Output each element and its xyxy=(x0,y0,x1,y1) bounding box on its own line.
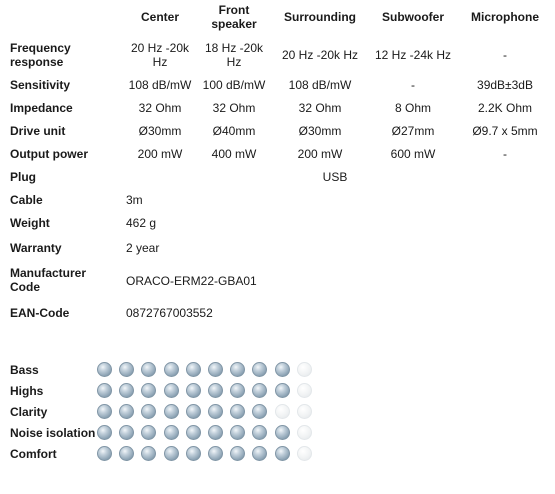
rating-dot-noise-isolation-3 xyxy=(141,425,156,440)
cell-sensitivity-front: 100 dB/mW xyxy=(202,78,266,92)
col-header-microphone: Microphone xyxy=(471,10,539,24)
rating-dot-highs-10 xyxy=(297,383,312,398)
cell-sensitivity-center: 108 dB/mW xyxy=(128,78,192,92)
col-header-center: Center xyxy=(140,10,179,24)
cell-impedance-subwoofer: 8 Ohm xyxy=(394,101,431,115)
cell-drive-surrounding: Ø30mm xyxy=(298,124,342,138)
cell-sensitivity-microphone: 39dB±3dB xyxy=(477,78,533,92)
row-label-manufacturer-code: Manufacturer Code xyxy=(10,266,87,294)
rating-dot-highs-5 xyxy=(186,383,201,398)
rating-dot-bass-2 xyxy=(119,362,134,377)
cell-drive-center: Ø30mm xyxy=(138,124,182,138)
rating-dot-highs-1 xyxy=(97,383,112,398)
rating-dot-bass-10 xyxy=(297,362,312,377)
row-label-plug: Plug xyxy=(10,170,36,184)
rating-dot-highs-4 xyxy=(164,383,179,398)
cell-weight-value: 462 g xyxy=(126,216,157,230)
rating-dot-bass-3 xyxy=(141,362,156,377)
cell-output-center: 200 mW xyxy=(137,147,183,161)
cell-sensitivity-surrounding: 108 dB/mW xyxy=(288,78,352,92)
cell-impedance-front: 32 Ohm xyxy=(212,101,256,115)
rating-dot-highs-9 xyxy=(275,383,290,398)
cell-frequency-microphone: - xyxy=(503,48,507,62)
rating-dot-clarity-6 xyxy=(208,404,223,419)
rating-dot-bass-1 xyxy=(97,362,112,377)
cell-impedance-surrounding: 32 Ohm xyxy=(298,101,342,115)
rating-dot-comfort-3 xyxy=(141,446,156,461)
cell-impedance-center: 32 Ohm xyxy=(138,101,182,115)
rating-dot-bass-8 xyxy=(252,362,267,377)
rating-dot-clarity-5 xyxy=(186,404,201,419)
row-label-output-power: Output power xyxy=(10,147,88,161)
rating-dot-noise-isolation-1 xyxy=(97,425,112,440)
rating-dot-highs-7 xyxy=(230,383,245,398)
rating-dot-clarity-7 xyxy=(230,404,245,419)
cell-frequency-surrounding: 20 Hz -20k Hz xyxy=(281,48,359,62)
rating-label-comfort: Comfort xyxy=(10,447,57,461)
cell-manufacturer-code-value: ORACO-ERM22-GBA01 xyxy=(126,274,257,288)
row-label-impedance: Impedance xyxy=(10,101,73,115)
col-header-front-speaker: Front speaker xyxy=(211,3,257,31)
rating-dot-noise-isolation-4 xyxy=(164,425,179,440)
rating-dot-comfort-4 xyxy=(164,446,179,461)
rating-dot-clarity-8 xyxy=(252,404,267,419)
rating-dot-highs-3 xyxy=(141,383,156,398)
row-label-warranty: Warranty xyxy=(10,241,62,255)
rating-dot-comfort-7 xyxy=(230,446,245,461)
rating-dot-clarity-1 xyxy=(97,404,112,419)
cell-drive-front: Ø40mm xyxy=(212,124,256,138)
rating-dot-clarity-3 xyxy=(141,404,156,419)
cell-output-microphone: - xyxy=(503,147,507,161)
rating-dot-comfort-1 xyxy=(97,446,112,461)
cell-sensitivity-subwoofer: - xyxy=(411,78,415,92)
rating-dot-bass-4 xyxy=(164,362,179,377)
rating-dot-noise-isolation-9 xyxy=(275,425,290,440)
rating-label-noise-isolation: Noise isolation xyxy=(10,426,96,440)
cell-output-front: 400 mW xyxy=(211,147,257,161)
rating-dot-clarity-4 xyxy=(164,404,179,419)
rating-dot-comfort-8 xyxy=(252,446,267,461)
cell-drive-subwoofer: Ø27mm xyxy=(391,124,435,138)
rating-dot-noise-isolation-2 xyxy=(119,425,134,440)
rating-dot-comfort-9 xyxy=(275,446,290,461)
rating-dot-bass-6 xyxy=(208,362,223,377)
rating-dot-highs-6 xyxy=(208,383,223,398)
rating-dot-bass-7 xyxy=(230,362,245,377)
cell-plug-value: USB xyxy=(322,170,348,184)
row-label-drive-unit: Drive unit xyxy=(10,124,66,138)
rating-dot-bass-9 xyxy=(275,362,290,377)
cell-output-subwoofer: 600 mW xyxy=(390,147,436,161)
rating-dot-bass-5 xyxy=(186,362,201,377)
rating-dot-comfort-5 xyxy=(186,446,201,461)
cell-frequency-front: 18 Hz -20k Hz xyxy=(204,41,264,69)
rating-dot-clarity-2 xyxy=(119,404,134,419)
row-label-sensitivity: Sensitivity xyxy=(10,78,71,92)
cell-impedance-microphone: 2.2K Ohm xyxy=(477,101,533,115)
rating-dot-noise-isolation-5 xyxy=(186,425,201,440)
rating-dot-noise-isolation-8 xyxy=(252,425,267,440)
rating-label-bass: Bass xyxy=(10,363,39,377)
cell-ean-value: 0872767003552 xyxy=(126,306,213,320)
rating-dot-highs-2 xyxy=(119,383,134,398)
rating-dot-comfort-2 xyxy=(119,446,134,461)
rating-dot-noise-isolation-6 xyxy=(208,425,223,440)
row-label-ean-code: EAN-Code xyxy=(10,306,70,320)
cell-frequency-center: 20 Hz -20k Hz xyxy=(130,41,190,69)
rating-dot-noise-isolation-10 xyxy=(297,425,312,440)
rating-dot-noise-isolation-7 xyxy=(230,425,245,440)
cell-drive-microphone: Ø9.7 x 5mm xyxy=(472,124,538,138)
rating-dot-comfort-6 xyxy=(208,446,223,461)
cell-cable-value: 3m xyxy=(126,193,143,207)
rating-label-highs: Highs xyxy=(10,384,44,398)
cell-warranty-value: 2 year xyxy=(126,241,160,255)
col-header-surrounding: Surrounding xyxy=(284,10,356,24)
rating-dot-clarity-9 xyxy=(275,404,290,419)
rating-label-clarity: Clarity xyxy=(10,405,48,419)
rating-dot-comfort-10 xyxy=(297,446,312,461)
row-label-frequency-response: Frequency response xyxy=(10,41,71,69)
rating-dot-highs-8 xyxy=(252,383,267,398)
cell-output-surrounding: 200 mW xyxy=(297,147,343,161)
col-header-subwoofer: Subwoofer xyxy=(382,10,444,24)
cell-frequency-subwoofer: 12 Hz -24k Hz xyxy=(374,48,452,62)
rating-dot-clarity-10 xyxy=(297,404,312,419)
row-label-weight: Weight xyxy=(10,216,50,230)
row-label-cable: Cable xyxy=(10,193,43,207)
